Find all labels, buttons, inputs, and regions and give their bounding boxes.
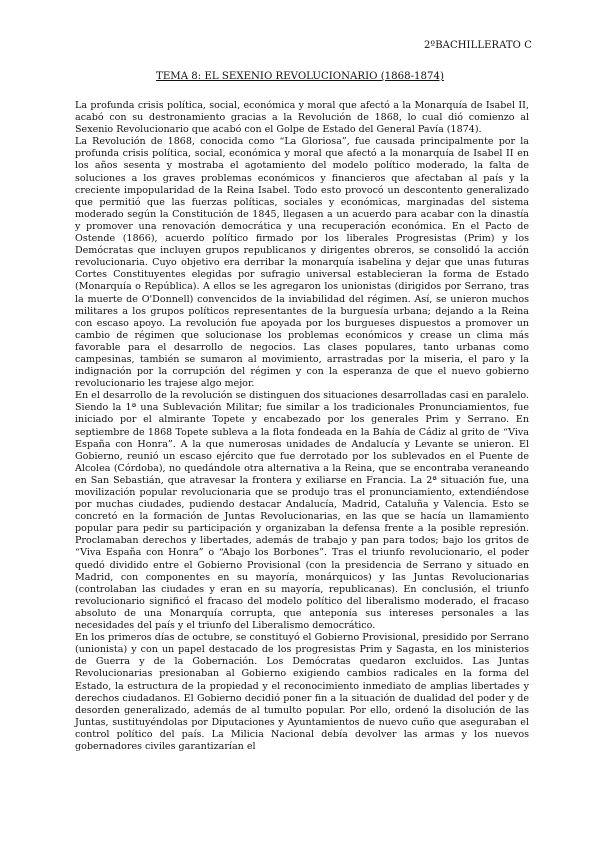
page-title: TEMA 8: EL SEXENIO REVOLUCIONARIO (1868-1874) (156, 71, 444, 82)
paragraph-provisional-government: En los primeros días de octubre, se constituyó el Gobierno Provisional, presidido por Serrano (unionista) y con un papel destacado de los progresistas Prim y Sagasta, en los ministerios de Guerra y de la Gobernación. Los Demócratas quedaron excluidos. Las Juntas Revolucionarias presionaban al Gobierno exigiendo cambios radicales en la forma del Estado, la estructura de la propiedad y el reconocimiento inmediato de amplias libertades y derechos ciudadanos. El Gobierno decidió poner fin a la situación de dualidad del poder y de desorden generalizado, además de al tumulto popular. Por ello, ordenó la disolución de las Juntas, sustituyéndolas por Diputaciones y Ayuntamientos de nuevo cuño que aseguraban el control político del país. La Milicia Nacional debía devolver las armas y los nuevos gobernadores civiles garantizarían el (75, 632, 529, 752)
paragraph-development: En el desarrollo de la revolución se distinguen dos situaciones desarrolladas casi en paralelo. Siendo la 1ª una Sublevación Militar; fue similar a los tradicionales Pronunciamientos, fue iniciado por el almirante Topete y encabezado por los generales Prim y Serrano. En septiembre de 1868 Topete subleva a la flota fondeada en la Bahía de Cádiz al grito de “Viva España con Honra”. A la que numerosas unidades de Andalucía y Levante se unieron. El Gobierno, reunió un escaso ejército que fue derrotado por los sublevados en el Puente de Alcolea (Córdoba), no quedándole otra alternativa a la Reina, que se encontraba veraneando en San Sebastián, que atravesar la frontera y exiliarse en Francia. La 2ª situación fue, una movilización popular revolucionaria que se produjo tras el pronunciamiento, extendiéndose por muchas ciudades, pudiendo destacar Andalucía, Madrid, Cataluña y Valencia. Esto se concretó en la formación de Juntas Revolucionarias, en las que se hacía un llamamiento popular para pedir su participación y organizaban la defensa frente a la posible represión. Proclamaban derechos y libertades, además de trabajo y pan para todos; bajo los gritos de “Viva España con Honra” o “Abajo los Borbones”. Tras el triunfo revolucionario, el poder quedó dividido entre el Gobierno Provisional (con la presidencia de Serrano y situado en Madrid, con componentes en su mayoría, monárquicos) y las Juntas Revolucionarias (controlaban las ciudades y eran en su mayoría, republicanas). En conclusión, el triunfo revolucionario significó el fracaso del modelo político del liberalismo moderado, el fracaso absoluto de una Monarquía corrupta, que anteponía sus intereses personales a las necesidades del país y el triunfo del Liberalismo democrático. (75, 390, 529, 632)
paragraph-causes: La Revolución de 1868, conocida como “La Gloriosa”, fue causada principalmente por la profunda crisis política, social, económica y moral que afectó a la monarquía de Isabel II en los años sesenta y mostraba el agotamiento del modelo político moderado, la falta de soluciones a los graves problemas económicos y financieros que afectaban al país y la creciente impopularidad de la Reina Isabel. Todo esto provocó un descontento generalizado que permitió que las fuerzas políticas, sociales y económicas, marginadas del sistema moderado según la Constitución de 1845, llegasen a un acuerdo para acabar con la dinastía y promover una renovación democrática y una recuperación económica. En el Pacto de Ostende (1866), acuerdo político firmado por los liberales Progresistas (Prim) y los Demócratas que incluyen grupos republicanos y dirigentes obreros, se consolidó la acción revolucionaria. Cuyo objetivo era derribar la monarquía isabelina y dejar que unas futuras Cortes Constituyentes elegidas por sufragio universal establecieran la forma de Estado (Monarquía o República). A ellos se les agregaron los unionistas (dirigidos por Serrano, tras la muerte de O'Donnell) convencidos de la inviabilidad del régimen. Así, se unieron muchos militares a los grupos políticos representantes de la burguesía urbana; dejando a la Reina con escaso apoyo. La revolución fue apoyada por los burgueses dispuestos a promover un cambio de régimen que solucionase los problemas económicos y crease un clima más favorable para el desarrollo de negocios. Las clases populares, tanto urbanas como campesinas, también se sumaron al movimiento, arrastradas por la miseria, el paro y la indignación por la corrupción del régimen y con la esperanza de que el nuevo gobierno revolucionario les trajese algo mejor. (75, 136, 529, 390)
document-body (75, 100, 529, 753)
paragraph-intro: La profunda crisis política, social, económica y moral que afectó a la Monarquía de Isabel II, acabó con su destronamiento gracias a la Revolución de 1868, lo cual dió comienzo al Sexenio Revolucionario que acabó con el Golpe de Estado del General Pavía (1874). (75, 100, 529, 136)
course-label: 2ºBACHILLERATO C (423, 40, 532, 51)
